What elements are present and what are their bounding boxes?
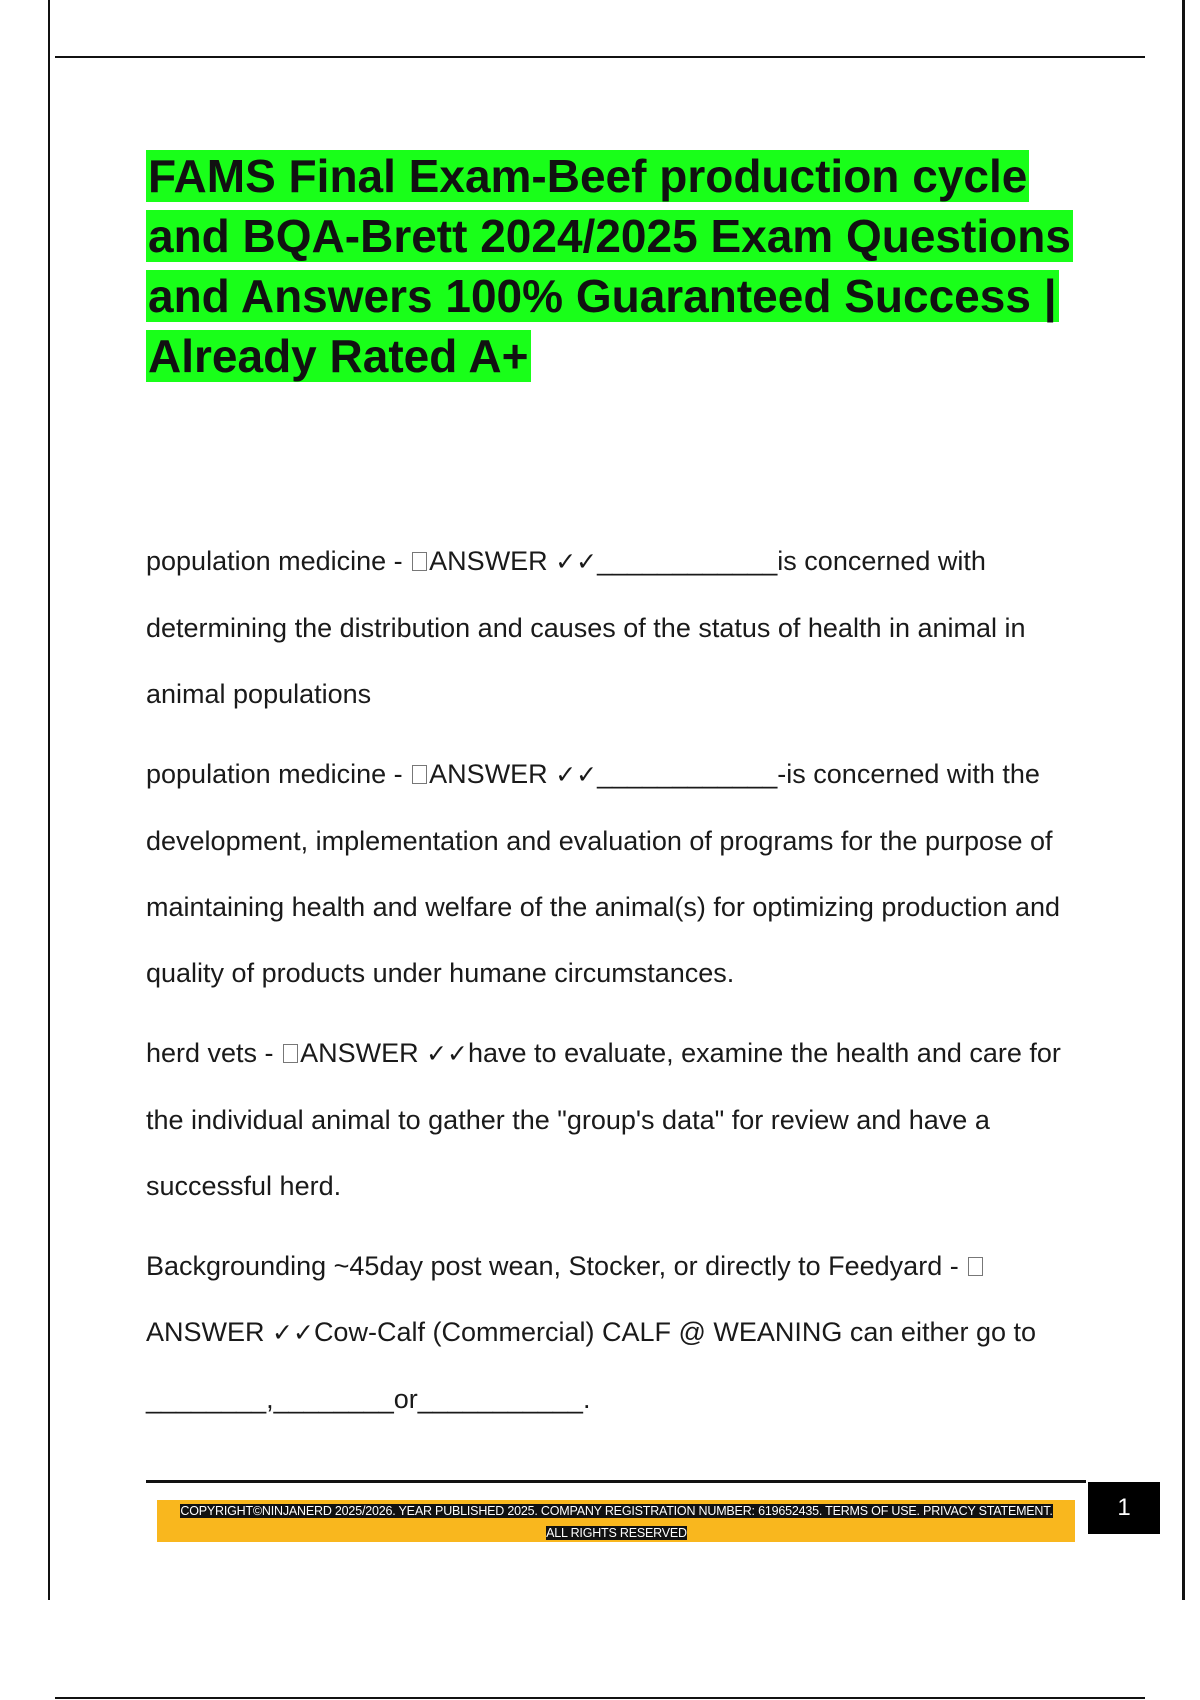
document-title [146,146,1096,386]
footer-copyright-text: COPYRIGHT©NINJANERD 2025/2026. YEAR PUBLISHED 2025. COMPANY REGISTRATION NUMBER: 619652435. TERMS OF USE. PRIVACY STATEMENT. ALL RIGHTS RESERVED [180,1504,1053,1540]
footer-rule [146,1480,1086,1483]
qa-answer-label: ANSWER [146,1317,265,1347]
page-border-right [1182,0,1185,1600]
page-bottom-rule [55,1697,1145,1699]
checkbox-glyph-icon [412,552,427,571]
qa-question: population medicine - [146,759,411,789]
page-border-left [48,0,50,1600]
qa-item [146,1020,1086,1219]
double-check-icon: ✓✓ [272,1318,314,1347]
checkbox-glyph-icon [968,1257,983,1276]
page-number: 1 [1088,1482,1160,1534]
qa-answer-label: ANSWER [429,759,548,789]
qa-item [146,1233,1086,1432]
double-check-icon: ✓✓ [555,760,598,789]
document-title-text: FAMS Final Exam-Beef production cycle and BQA-Brett 2024/2025 Exam Questions and Answers 100% Guaranteed Success | Already Rated A+ [148,150,1071,382]
qa-question: herd vets - [146,1038,282,1068]
checkbox-glyph-icon [283,1044,298,1063]
qa-answer-label: ANSWER [300,1038,419,1068]
qa-question: population medicine - [146,546,411,576]
footer-copyright [170,1500,1063,1544]
qa-answer-label: ANSWER [429,546,548,576]
qa-answer: Cow-Calf (Commercial) CALF @ WEANING can either go to ________,________or___________. [146,1317,1037,1414]
qa-list [146,528,1086,1446]
qa-answer: ____________-is concerned with the development, implementation and evaluation of programs for the purpose of maintaining health and welfare of the animal(s) for optimizing production and quality of products under humane circumstances. [146,759,1061,988]
page-top-rule [55,56,1145,58]
qa-item [146,528,1086,727]
double-check-icon: ✓✓ [555,547,598,576]
checkbox-glyph-icon [412,765,427,784]
qa-item [146,741,1086,1006]
qa-question: Backgrounding ~45day post wean, Stocker, or directly to Feedyard - [146,1251,967,1281]
double-check-icon: ✓✓ [426,1039,468,1068]
qa-answer: have to evaluate, examine the health and care for the individual animal to gather the "group's data" for review and have a successful herd. [146,1038,1061,1201]
qa-answer: ____________is concerned with determining the distribution and causes of the status of health in animal in animal populations [146,546,1026,709]
